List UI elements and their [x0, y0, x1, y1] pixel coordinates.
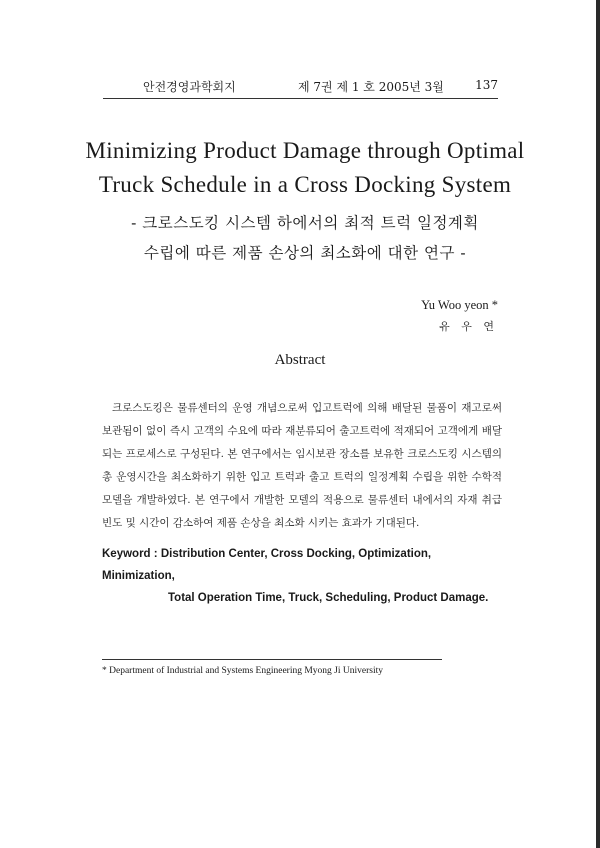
keyword-label: Keyword [102, 548, 151, 560]
korean-title-line-2: 수립에 따른 제품 손상의 최소화에 대한 연구 - [143, 244, 467, 262]
journal-name: 안전경영과학회지 [143, 80, 236, 94]
issue-info: 제 7권 제 1 호 2005년 3월 [298, 80, 444, 94]
keyword-block [102, 543, 506, 609]
keyword-terms-1: Distribution Center, Cross Docking, Optimization, Minimization, [102, 548, 432, 582]
author-name-ko: 유 우 연 [439, 320, 498, 333]
running-header [103, 78, 498, 98]
abstract-heading: Abstract [274, 352, 326, 368]
footnote-divider [102, 659, 442, 660]
korean-title-line-1: - 크로스도킹 시스템 하에서의 최적 트럭 일정계획 [131, 214, 479, 232]
keyword-separator: : [150, 548, 161, 560]
korean-title [60, 208, 550, 268]
footnote: * Department of Industrial and Systems Engineering Myong Ji University [102, 666, 383, 676]
title-line-1: Minimizing Product Damage through Optimal [85, 138, 525, 163]
keyword-line-1 [102, 543, 506, 587]
abstract-body: 크로스도킹은 물류센터의 운영 개념으로써 입고트럭에 의해 배달된 물품이 재고로써 보관됨이 없이 즉시 고객의 수요에 따라 재분류되어 출고트럭에 적재되어 고객에게 배달되는 프로세스로 구성된다. 본 연구에서는 임시보관 장소를 보유한 크로스도킹 시스템의 총 운영시간을 최소화하기 위한 입고 트럭과 출고 트럭의 일정계획 수립을 위한 수학적 모델을 개발하였다. 본 연구에서 개발한 모델의 적용으로 물류센터 내에서의 자재 취급 빈도 및 시간이 감소하여 제품 손상을 최소화 시키는 효과가 기대된다. [102, 402, 502, 529]
header-divider [103, 98, 498, 99]
paper-title [60, 134, 550, 202]
author-name-en: Yu Woo yeon * [421, 298, 498, 312]
scan-edge [596, 0, 600, 848]
title-line-2: Truck Schedule in a Cross Docking System [98, 172, 512, 197]
page-number: 137 [475, 78, 498, 92]
keyword-terms-2: Total Operation Time, Truck, Scheduling, Product Damage. [168, 592, 489, 604]
